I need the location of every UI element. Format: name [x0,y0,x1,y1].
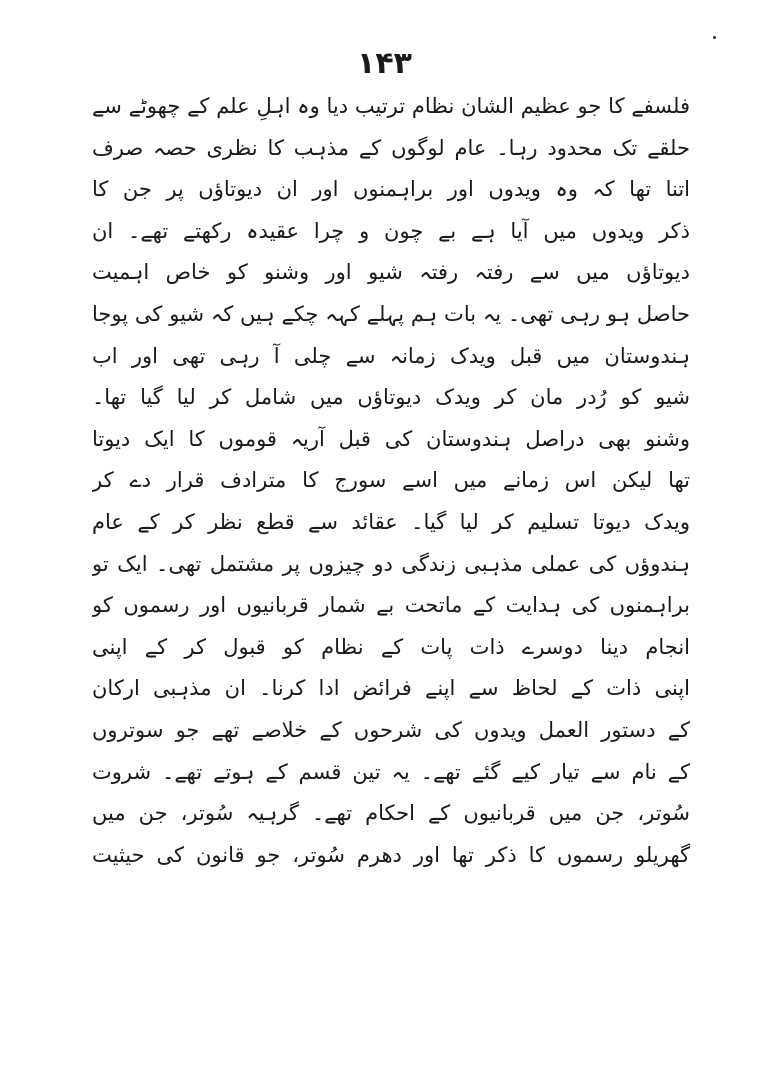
text-line: ویدک دیوتا تسلیم کر لیا گیا۔ عقائد سے قطع نظر کر کے عام [92,509,690,534]
text-line: اپنی ذات کے لحاظ سے اپنے فرائض ادا کرنا۔ ان مذہبی ارکان [92,676,690,701]
text-line: ذکر ویدوں میں آیا ہے بے چون و چرا عقیدہ رکھتے تھے۔ ان [92,218,690,243]
text-line: شیو کو رُدر مان کر ویدک دیوتاؤں میں شامل کر لیا گیا تھا۔ [92,385,690,410]
text-line: انجام دینا دوسرے ذات پات کے نظام کو قبول کر کے اپنی [92,634,690,659]
text-line: دیوتاؤں میں سے رفتہ رفتہ شیو اور وشنو کو خاص اہمیت [92,260,690,285]
text-line: فلسفے کا جو عظیم الشان نظام ترتیب دیا وہ اہلِ علم کے چھوٹے سے [92,94,690,118]
text-line: اتنا تھا کہ وہ ویدوں اور براہمنوں اور ان دیوتاؤں پر جن کا [92,177,690,202]
scan-speck [713,36,716,39]
text-line: براہمنوں کی ہدایت کے ماتحت بے شمار قربانیوں اور رسموں کو [92,593,690,618]
text-line: حلقے تک محدود رہا۔ عام لوگوں کے مذہب کا نظری حصہ صرف [92,135,690,160]
text-line: ہندوستان میں قبل ویدک زمانہ سے چلی آ رہی تھی اور اب [92,343,690,368]
text-line: وشنو بھی دراصل ہندوستان کی قبل آریہ قوموں کا ایک دیوتا [92,426,690,451]
text-line: گھریلو رسموں کا ذکر تھا اور دھرم سُوتر، جو قانون کی حیثیت [92,842,690,867]
text-line: ہندوؤں کی عملی مذہبی زندگی دو چیزوں پر مشتمل تھی۔ ایک تو [92,551,690,576]
body-text [92,86,690,876]
text-line: حاصل ہو رہی تھی۔ یہ بات ہم پہلے کہہ چکے ہیں کہ شیو کی پوجا [92,301,690,326]
text-line: سُوتر، جن میں قربانیوں کے احکام تھے۔ گرہیہ سُوتر، جن میں [92,801,690,826]
text-line: کے نام سے تیار کیے گئے تھے۔ یہ تین قسم کے ہوتے تھے۔ شروت [92,759,690,784]
text-line: تھا لیکن اس زمانے میں اسے سورج کا مترادف قرار دے کر [92,468,690,493]
page-number: ۱۴۳ [357,46,412,81]
text-line: کے دستور العمل ویدوں کی شرحوں کے خلاصے تھے جو سوتروں [92,717,690,742]
